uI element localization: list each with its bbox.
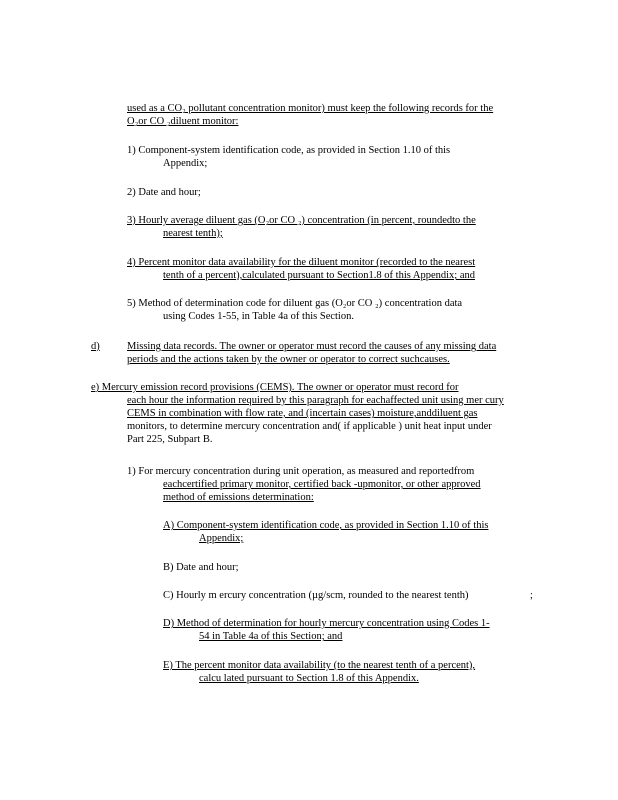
section-e-line-1: e) Mercury emission record provisions (CEMS). The owner or operator must record for bbox=[91, 382, 459, 393]
diluent-item-4-line-1: 4) Percent monitor data availability for the diluent monitor (recorded to the nearest bbox=[127, 257, 476, 268]
diluent-item-5-line-1: 5) Method of determination code for diluent gas (O₂or CO ₂) concentration data bbox=[127, 298, 463, 309]
diluent-item-4 bbox=[127, 256, 475, 282]
diluent-item-4-line-2: tenth of a percent),calculated pursuant to Section1.8 of this Appendix; and bbox=[163, 270, 475, 281]
mercury-item-b-line-1: B) Date and hour; bbox=[163, 562, 239, 573]
mercury-item-d-line-1: D) Method of determination for hourly mercury concentration using Codes 1- bbox=[163, 618, 490, 629]
mercury-item-e-line-1: E) The percent monitor data availability (to the nearest tenth of a percent), bbox=[163, 660, 476, 671]
mercury-intro-line-2: eachcertified primary monitor, certified back -upmonitor, or other approved bbox=[163, 479, 481, 490]
mercury-item-d-line-2: 54 in Table 4a of this Section; and bbox=[199, 631, 343, 642]
mercury-item-b bbox=[163, 561, 239, 574]
section-e-paragraph bbox=[91, 381, 504, 446]
diluent-item-2-line-1: 2) Date and hour; bbox=[127, 187, 201, 198]
diluent-item-1-line-1: 1) Component-system identification code, as provided in Section 1.10 of this bbox=[127, 145, 451, 156]
mercury-item-d bbox=[163, 617, 490, 643]
intro-line-1: used as a CO₂ pollutant concentration monitor) must keep the following records for the bbox=[127, 103, 494, 114]
mercury-item-a-line-2: Appendix; bbox=[199, 533, 244, 544]
section-d-paragraph bbox=[127, 340, 496, 366]
mercury-item-c-line-1: C) Hourly m ercury concentration (µg/scm, rounded to the nearest tenth) bbox=[163, 590, 469, 601]
diluent-item-3 bbox=[127, 214, 476, 240]
mercury-item-a-line-1: A) Component-system identification code, as provided in Section 1.10 of this bbox=[163, 520, 489, 531]
mercury-item-c-tail: ; bbox=[530, 590, 533, 601]
mercury-intro bbox=[127, 465, 481, 504]
diluent-item-1-line-2: Appendix; bbox=[163, 158, 208, 169]
mercury-item-c bbox=[163, 589, 469, 602]
diluent-item-2 bbox=[127, 186, 201, 199]
intro-line-2: O₂or CO ₂diluent monitor: bbox=[127, 116, 239, 127]
intro-paragraph bbox=[127, 102, 493, 128]
section-d-line-1: Missing data records. The owner or operator must record the causes of any missing data bbox=[127, 341, 497, 352]
mercury-item-a bbox=[163, 519, 488, 545]
mercury-intro-line-3: method of emissions determination: bbox=[163, 492, 314, 503]
diluent-item-5 bbox=[127, 297, 462, 323]
section-d-marker: d) bbox=[91, 341, 100, 352]
section-e-line-2: each hour the information required by this paragraph for eachaffected unit using mer cury bbox=[127, 395, 504, 406]
mercury-intro-line-1: 1) For mercury concentration during unit operation, as measured and reportedfrom bbox=[127, 466, 475, 477]
section-e-line-3: CEMS in combination with flow rate, and (incertain cases) moisture,anddiluent gas bbox=[127, 408, 478, 419]
section-e-line-4: monitors, to determine mercury concentration and( if applicable ) unit heat input under bbox=[127, 421, 492, 432]
section-d-line-2: periods and the actions taken by the owner or operator to correct suchcauses. bbox=[127, 354, 450, 365]
section-e-line-5: Part 225, Subpart B. bbox=[127, 434, 213, 445]
mercury-item-e-line-2: calcu lated pursuant to Section 1.8 of this Appendix. bbox=[199, 673, 419, 684]
diluent-item-5-line-2: using Codes 1-55, in Table 4a of this Section. bbox=[163, 311, 354, 322]
diluent-item-1 bbox=[127, 144, 450, 170]
diluent-item-3-line-2: nearest tenth); bbox=[163, 228, 223, 239]
mercury-item-e bbox=[163, 659, 475, 685]
diluent-item-3-line-1: 3) Hourly average diluent gas (O₂or CO ₂) concentration (in percent, roundedto the bbox=[127, 215, 476, 226]
